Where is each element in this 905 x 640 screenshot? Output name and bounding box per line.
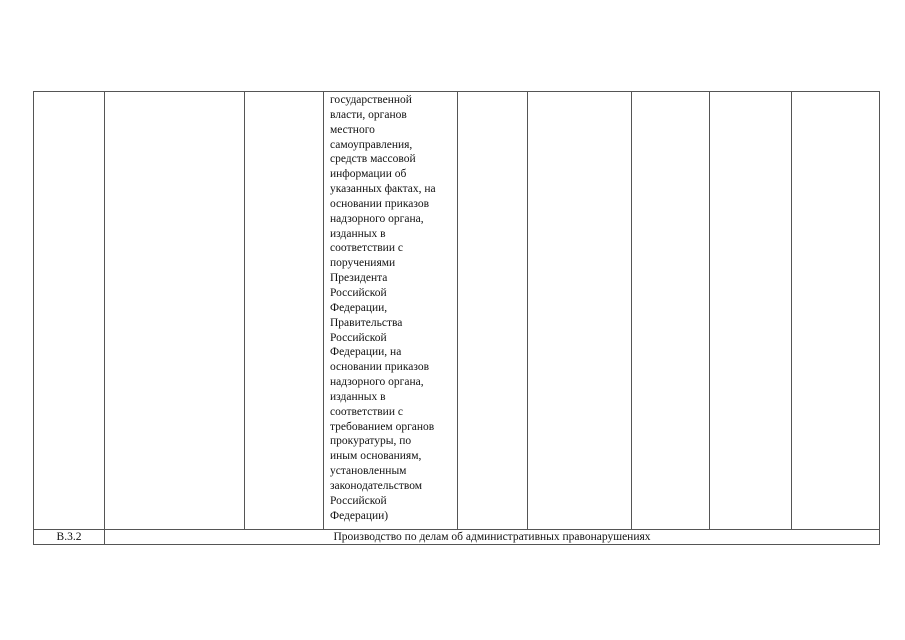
table-cell — [792, 92, 880, 530]
cell-text-line: изданных в — [330, 390, 386, 403]
table-cell — [528, 92, 632, 530]
cell-text-line: законодательством — [330, 479, 423, 492]
cell-text-line: указанных фактах, на — [330, 183, 436, 196]
table-cell — [710, 92, 792, 530]
cell-text-line: самоуправления, — [330, 138, 413, 151]
cell-text-line: иным основаниям, — [330, 450, 422, 463]
cell-text-line: установленным — [330, 465, 407, 478]
cell-text-line: Президента — [330, 272, 388, 285]
cell-text-line: основании приказов — [330, 197, 429, 210]
cell-text-line: Российской — [330, 331, 387, 344]
cell-text-line: местного — [330, 123, 375, 136]
cell-text-line: Российской — [330, 286, 387, 299]
table-cell — [105, 92, 245, 530]
table-row — [34, 92, 880, 530]
table-cell-text — [324, 92, 458, 530]
cell-text-line: Российской — [330, 494, 387, 507]
cell-text-line: средств массовой — [330, 153, 416, 166]
cell-text-line: требованием органов — [330, 420, 435, 433]
document-table — [33, 91, 880, 545]
cell-text-line: надзорного органа, — [330, 376, 424, 389]
cell-text-line: информации об — [330, 168, 407, 181]
cell-text-line: Федерации, — [330, 301, 388, 314]
cell-text-line: Федерации) — [330, 509, 389, 522]
cell-text-line: Федерации, на — [330, 346, 402, 359]
cell-text-line: прокуратуры, по — [330, 435, 412, 448]
section-title: Производство по делам об административных правонарушениях — [105, 530, 880, 545]
cell-text-line: Правительства — [330, 316, 403, 329]
cell-text-line: надзорного органа, — [330, 212, 424, 225]
table-cell — [458, 92, 528, 530]
cell-text-line: соответствии с — [330, 405, 403, 418]
table-cell — [34, 92, 105, 530]
cell-text-line: государственной — [330, 94, 412, 106]
table-cell — [632, 92, 710, 530]
cell-text-line: власти, органов — [330, 108, 407, 121]
cell-text-line: изданных в — [330, 227, 386, 240]
cell-text-line: основании приказов — [330, 361, 429, 374]
table-cell — [245, 92, 324, 530]
section-row — [34, 530, 880, 545]
section-code: В.3.2 — [34, 530, 105, 545]
cell-text-line: поручениями — [330, 257, 396, 270]
cell-text-line: соответствии с — [330, 242, 403, 255]
